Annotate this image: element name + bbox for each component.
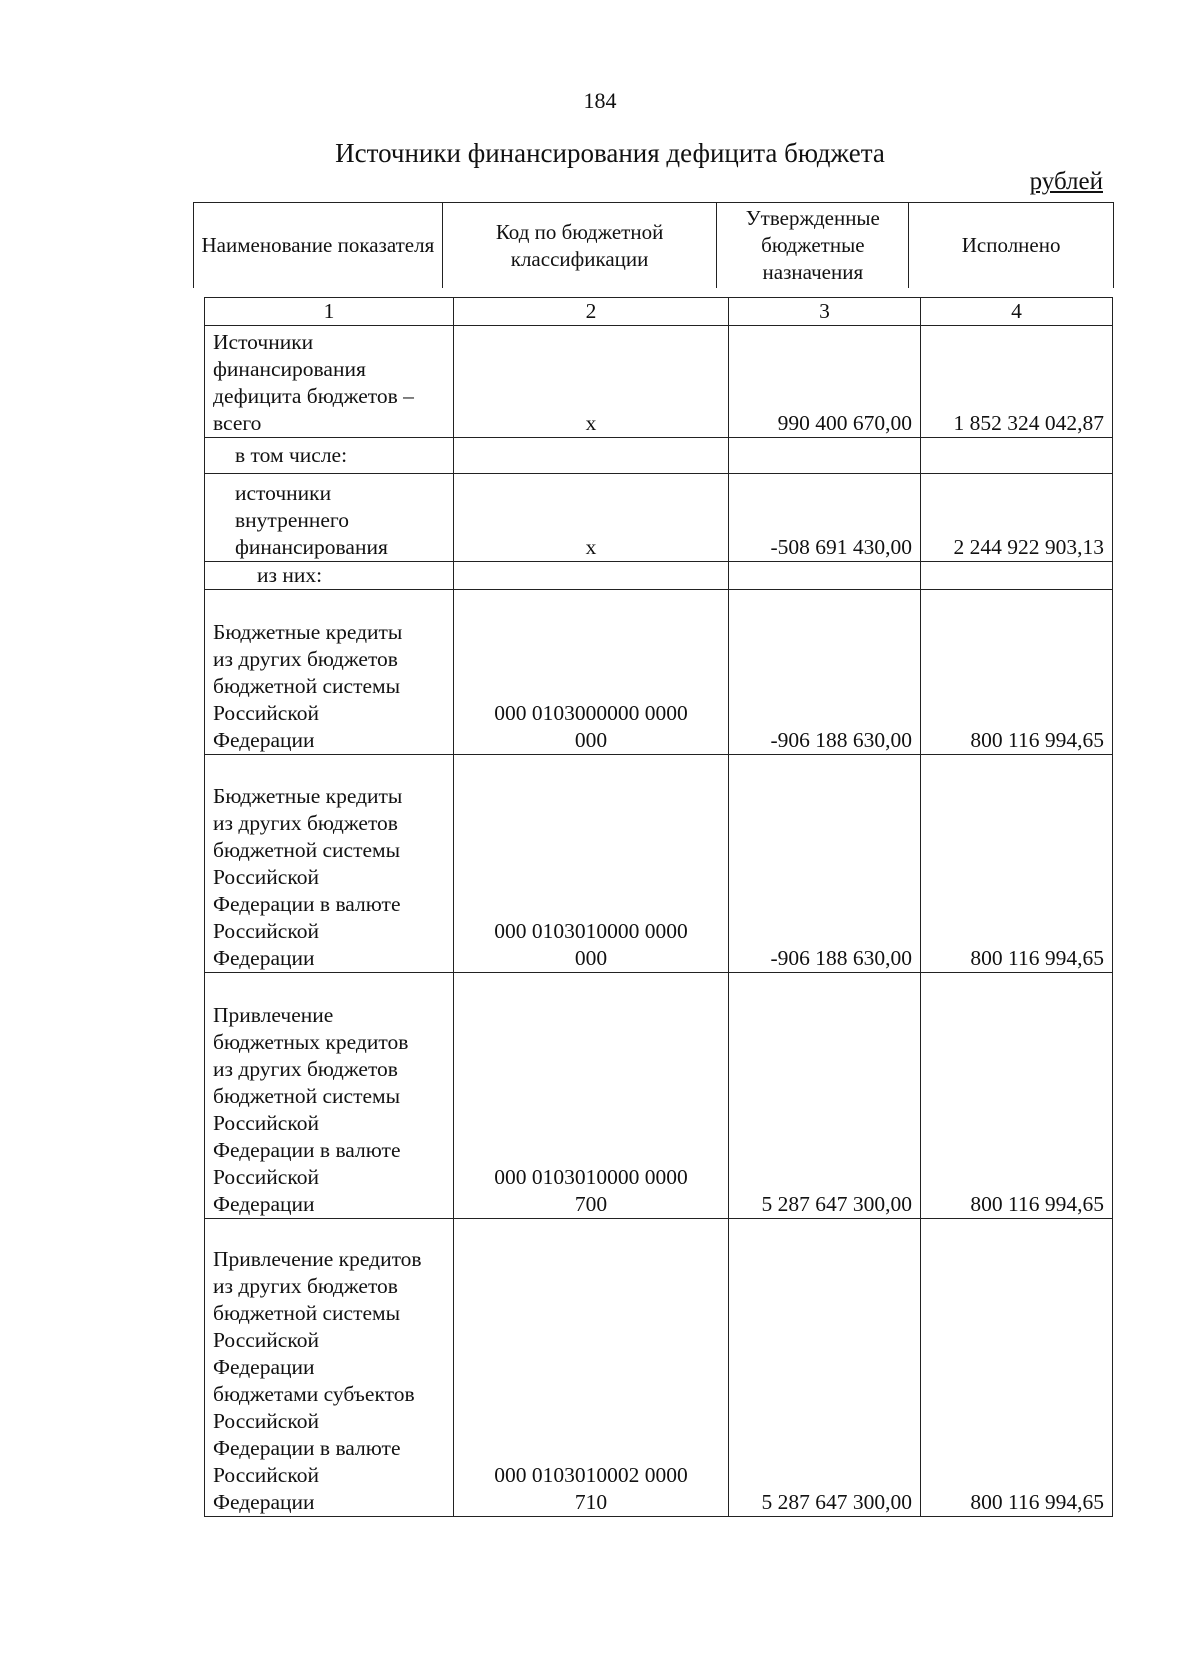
- row-executed: 800 116 994,65: [921, 590, 1113, 755]
- row-executed: 2 244 922 903,13: [921, 474, 1113, 562]
- table-row: [205, 590, 1113, 755]
- row-name: Бюджетные кредиты из других бюджетов бюджетной системы Российской Федерации: [205, 590, 454, 755]
- row-executed: 800 116 994,65: [921, 973, 1113, 1219]
- header-approved: Утвержденные бюджетные назначения: [717, 203, 909, 288]
- row-name: Привлечение бюджетных кредитов из других бюджетов бюджетной системы Российской Федерации в валюте Российской Федерации: [205, 973, 454, 1219]
- header-name: Наименование показателя: [194, 203, 443, 288]
- header-code: Код по бюджетной классификации: [443, 203, 718, 288]
- row-code: 000 0103010000 0000 000: [454, 755, 729, 973]
- row-approved: -906 188 630,00: [729, 590, 921, 755]
- row-code: [454, 438, 729, 474]
- row-approved: -906 188 630,00: [729, 755, 921, 973]
- table-header: [193, 202, 1114, 288]
- row-code: х: [454, 326, 729, 438]
- table-row: [205, 973, 1113, 1219]
- row-name: источники внутреннего финансирования: [205, 474, 454, 562]
- row-code: 000 0103010002 0000 710: [454, 1219, 729, 1517]
- units-label: рублей: [1029, 168, 1103, 195]
- row-approved: 990 400 670,00: [729, 326, 921, 438]
- table-row: [205, 755, 1113, 973]
- column-number: 4: [921, 298, 1113, 326]
- table-row: [205, 1219, 1113, 1517]
- row-approved: 5 287 647 300,00: [729, 973, 921, 1219]
- document-title: Источники финансирования дефицита бюджета: [335, 138, 885, 168]
- table-row: [205, 474, 1113, 562]
- table-row: [205, 326, 1113, 438]
- row-approved: [729, 562, 921, 590]
- page-number: 184: [583, 88, 617, 113]
- row-code: [454, 562, 729, 590]
- row-executed: 800 116 994,65: [921, 755, 1113, 973]
- column-number: 1: [205, 298, 454, 326]
- row-name: из них:: [205, 562, 454, 590]
- column-number: 2: [454, 298, 729, 326]
- row-code: 000 0103010000 0000 700: [454, 973, 729, 1219]
- row-executed: 800 116 994,65: [921, 1219, 1113, 1517]
- table-row: [205, 562, 1113, 590]
- row-approved: [729, 438, 921, 474]
- row-approved: -508 691 430,00: [729, 474, 921, 562]
- row-executed: 1 852 324 042,87: [921, 326, 1113, 438]
- table-row: [205, 438, 1113, 474]
- row-code: 000 0103000000 0000 000: [454, 590, 729, 755]
- header-executed: Исполнено: [909, 203, 1114, 288]
- row-name: Бюджетные кредиты из других бюджетов бюджетной системы Российской Федерации в валюте Российской Федерации: [205, 755, 454, 973]
- row-name: Источники финансирования дефицита бюджетов – всего: [205, 326, 454, 438]
- row-executed: [921, 562, 1113, 590]
- row-code: х: [454, 474, 729, 562]
- column-number: 3: [729, 298, 921, 326]
- row-name: в том числе:: [205, 438, 454, 474]
- row-name: Привлечение кредитов из других бюджетов бюджетной системы Российской Федерации бюджетами субъектов Российской Федерации в валюте Российской Федерации: [205, 1219, 454, 1517]
- row-approved: 5 287 647 300,00: [729, 1219, 921, 1517]
- budget-sources-table: [204, 297, 1113, 1517]
- row-executed: [921, 438, 1113, 474]
- column-numbers-row: [205, 298, 1113, 326]
